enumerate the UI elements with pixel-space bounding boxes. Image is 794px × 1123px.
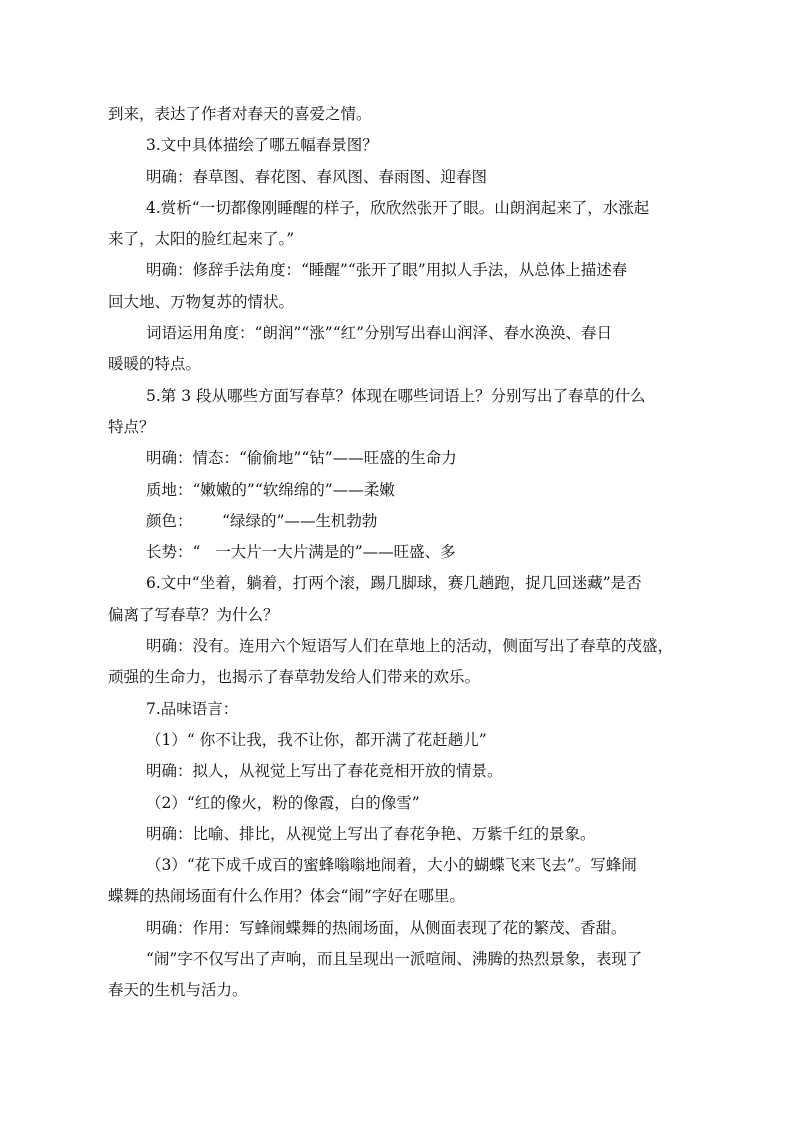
text-line: 春天的生机与活力。 bbox=[108, 981, 248, 1000]
text-line: 回大地、万物复苏的情状。 bbox=[108, 292, 295, 311]
text-line: 顽强的生命力，也揭示了春草勃发给人们带来的欢乐。 bbox=[108, 668, 481, 687]
text-line: 蝶舞的热闹场面有什么作用？体会“闹”字好在哪里。 bbox=[108, 887, 465, 906]
text-line: 暖暖的特点。 bbox=[108, 355, 202, 374]
text-line: 6.文中“坐着，躺着，打两个滚，踢几脚球，赛几趟跑，捉几回迷藏”是否 bbox=[146, 574, 642, 593]
text-line: 3.文中具体描绘了哪五幅春景图？ bbox=[146, 136, 378, 155]
text-line: “闹”字不仅写出了声响，而且呈现出一派喧闹、沸腾的热烈景象，表现了 bbox=[146, 950, 643, 969]
text-line: 到来，表达了作者对春天的喜爱之情。 bbox=[108, 105, 372, 123]
text-line: 明确：拟人，从视觉上写出了春花竞相开放的情景。 bbox=[146, 762, 503, 781]
document-body bbox=[108, 99, 684, 1007]
text-line: 来了，太阳的脸红起来了。” bbox=[108, 230, 295, 249]
text-line: 词语运用角度：“朗润”“涨”“红”分别写出春山润泽、春水涣涣、春日 bbox=[146, 324, 613, 343]
text-line: 明确：没有。连用六个短语写人们在草地上的活动，侧面写出了春草的茂盛， bbox=[146, 637, 674, 656]
text-line: 质地：“嫩嫩的”“软绵绵的”——柔嫩 bbox=[146, 480, 395, 499]
text-line: 颜色： “绿绿的”——生机勃勃 bbox=[146, 511, 378, 530]
text-line: 明确：情态：“偷偷地”“钻”——旺盛的生命力 bbox=[146, 449, 457, 468]
text-line: 明确：比喻、排比，从视觉上写出了春花争艳、万紫千红的景象。 bbox=[146, 824, 596, 843]
text-line: 偏离了写春草？为什么？ bbox=[108, 605, 279, 624]
text-line: （1）“ 你不让我，我不让你，都开满了花赶趟儿” bbox=[146, 730, 487, 749]
text-line: 7.品味语言： bbox=[146, 699, 239, 718]
text-line: 特点？ bbox=[108, 417, 155, 436]
text-line: （2）“红的像火，粉的像霞，白的像雪” bbox=[146, 793, 420, 812]
text-line: （3）“花下成千成百的蜜蜂嗡嗡地闹着，大小的蝴蝶飞来飞去”。写蜂闹 bbox=[146, 856, 637, 875]
text-line: 明确：春草图、春花图、春风图、春雨图、迎春图 bbox=[146, 167, 488, 186]
text-line: 4.赏析“一切都像刚睡醒的样子，欣欣然张开了眼。山朗润起来了，水涨起 bbox=[146, 198, 650, 217]
text-line: 5.第 3 段从哪些方面写春草？体现在哪些词语上？分别写出了春草的什么 bbox=[146, 386, 646, 405]
text-line: 明确：修辞手法角度：“睡醒”“张开了眼”用拟人手法，从总体上描述春 bbox=[146, 261, 628, 280]
text-line: 长势：“ 一大片一大片满是的”——旺盛、多 bbox=[146, 543, 456, 562]
text-line: 明确：作用：写蜂闹蝶舞的热闹场面，从侧面表现了花的繁茂、香甜。 bbox=[146, 918, 627, 937]
